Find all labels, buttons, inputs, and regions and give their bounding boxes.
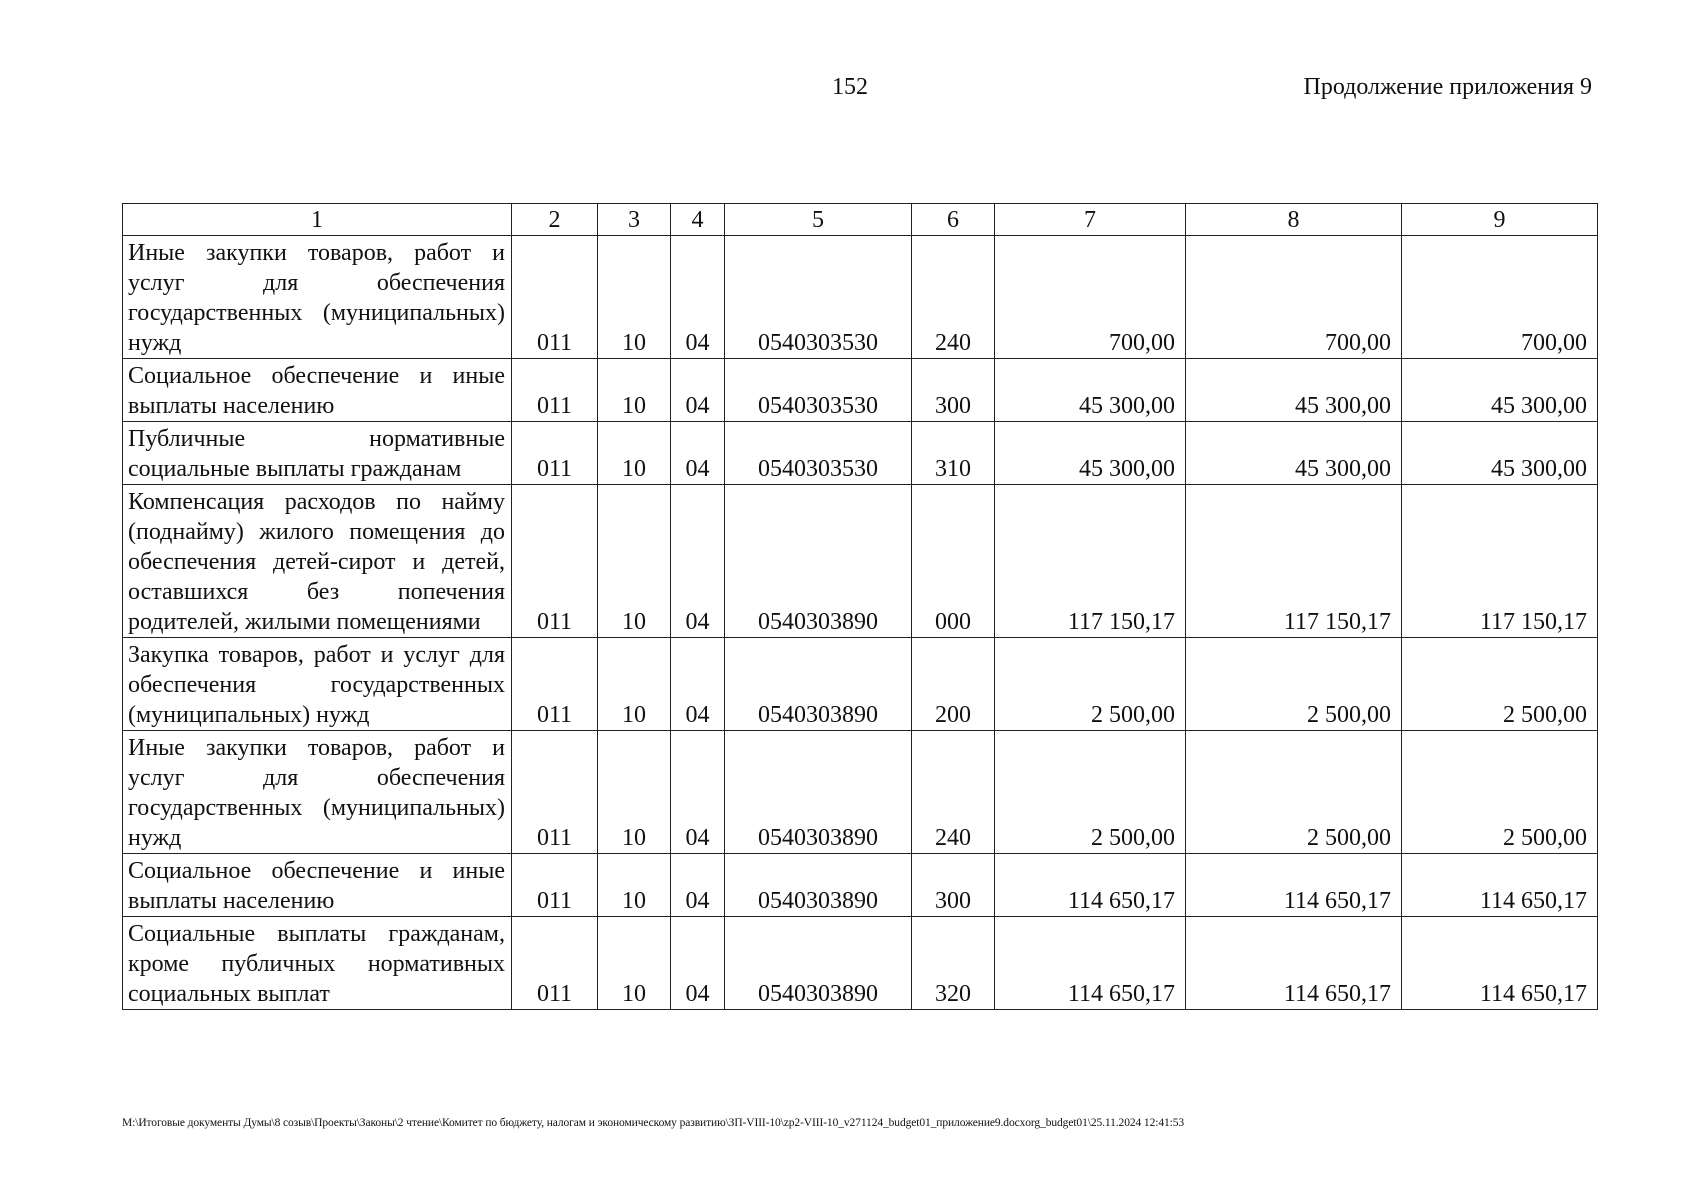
- admin-code: 011: [512, 422, 598, 485]
- amount-col7: 45 300,00: [995, 422, 1186, 485]
- table-row: [123, 731, 1598, 854]
- amount-col9: 2 500,00: [1402, 731, 1598, 854]
- subsection-code: 04: [671, 854, 725, 917]
- admin-code: 011: [512, 854, 598, 917]
- amount-col7: 2 500,00: [995, 731, 1186, 854]
- admin-code: 011: [512, 359, 598, 422]
- table-row: [123, 359, 1598, 422]
- target-article-code: 0540303530: [725, 422, 912, 485]
- admin-code: 011: [512, 485, 598, 638]
- amount-col7: 114 650,17: [995, 854, 1186, 917]
- expense-type-code: 320: [912, 917, 995, 1010]
- appendix-continuation-note: Продолжение приложения 9: [1303, 74, 1592, 100]
- expense-type-code: 300: [912, 854, 995, 917]
- amount-col9: 700,00: [1402, 236, 1598, 359]
- section-code: 10: [598, 359, 671, 422]
- expense-type-code: 240: [912, 731, 995, 854]
- section-code: 10: [598, 485, 671, 638]
- table-row: [123, 917, 1598, 1010]
- section-code: 10: [598, 854, 671, 917]
- section-code: 10: [598, 731, 671, 854]
- admin-code: 011: [512, 731, 598, 854]
- amount-col8: 117 150,17: [1186, 485, 1402, 638]
- section-code: 10: [598, 917, 671, 1010]
- table-row: [123, 236, 1598, 359]
- subsection-code: 04: [671, 422, 725, 485]
- amount-col8: 45 300,00: [1186, 359, 1402, 422]
- table-row: [123, 422, 1598, 485]
- footer-file-path: М:\Итоговые документы Думы\8 созыв\Проекты\Законы\2 чтение\Комитет по бюджету, налогам и экономическому развитию\ЗП-VIII-10\zp2-VIII-10_v271124_budget01_приложение9.docxorg_budget01\25.11.2024 12:41:53: [122, 1117, 1185, 1129]
- amount-col9: 45 300,00: [1402, 359, 1598, 422]
- amount-col8: 2 500,00: [1186, 638, 1402, 731]
- table-row: [123, 485, 1598, 638]
- expense-name: Компенсация расходов по найму (поднайму) жилого помещения до обеспечения детей-сирот и детей, оставшихся без попечения родителей, жилыми помещениями: [123, 485, 512, 638]
- subsection-code: 04: [671, 359, 725, 422]
- amount-col9: 117 150,17: [1402, 485, 1598, 638]
- subsection-code: 04: [671, 236, 725, 359]
- expense-name: Иные закупки товаров, работ и услуг для обеспечения государственных (муниципальных) нужд: [123, 731, 512, 854]
- amount-col9: 45 300,00: [1402, 422, 1598, 485]
- column-header: 7: [995, 204, 1186, 236]
- amount-col7: 114 650,17: [995, 917, 1186, 1010]
- expense-name: Иные закупки товаров, работ и услуг для обеспечения государственных (муниципальных) нужд: [123, 236, 512, 359]
- column-header: 8: [1186, 204, 1402, 236]
- amount-col8: 700,00: [1186, 236, 1402, 359]
- column-header: 9: [1402, 204, 1598, 236]
- page-number: 152: [832, 74, 868, 100]
- expense-type-code: 000: [912, 485, 995, 638]
- amount-col9: 2 500,00: [1402, 638, 1598, 731]
- subsection-code: 04: [671, 638, 725, 731]
- subsection-code: 04: [671, 485, 725, 638]
- budget-table: [122, 203, 1598, 1010]
- amount-col7: 700,00: [995, 236, 1186, 359]
- section-code: 10: [598, 236, 671, 359]
- expense-type-code: 300: [912, 359, 995, 422]
- target-article-code: 0540303530: [725, 236, 912, 359]
- table-row: [123, 854, 1598, 917]
- expense-name: Публичные нормативные социальные выплаты гражданам: [123, 422, 512, 485]
- amount-col8: 2 500,00: [1186, 731, 1402, 854]
- table-row: [123, 638, 1598, 731]
- section-code: 10: [598, 638, 671, 731]
- column-header: 3: [598, 204, 671, 236]
- amount-col8: 114 650,17: [1186, 917, 1402, 1010]
- section-code: 10: [598, 422, 671, 485]
- column-header: 4: [671, 204, 725, 236]
- subsection-code: 04: [671, 731, 725, 854]
- subsection-code: 04: [671, 917, 725, 1010]
- expense-name: Социальные выплаты гражданам, кроме публичных нормативных социальных выплат: [123, 917, 512, 1010]
- expense-type-code: 200: [912, 638, 995, 731]
- target-article-code: 0540303890: [725, 731, 912, 854]
- target-article-code: 0540303890: [725, 638, 912, 731]
- admin-code: 011: [512, 236, 598, 359]
- expense-name: Социальное обеспечение и иные выплаты населению: [123, 854, 512, 917]
- target-article-code: 0540303530: [725, 359, 912, 422]
- amount-col7: 45 300,00: [995, 359, 1186, 422]
- expense-type-code: 240: [912, 236, 995, 359]
- amount-col9: 114 650,17: [1402, 917, 1598, 1010]
- amount-col9: 114 650,17: [1402, 854, 1598, 917]
- column-header: 6: [912, 204, 995, 236]
- amount-col8: 114 650,17: [1186, 854, 1402, 917]
- expense-name: Закупка товаров, работ и услуг для обеспечения государственных (муниципальных) нужд: [123, 638, 512, 731]
- amount-col8: 45 300,00: [1186, 422, 1402, 485]
- target-article-code: 0540303890: [725, 485, 912, 638]
- target-article-code: 0540303890: [725, 854, 912, 917]
- expense-name: Социальное обеспечение и иные выплаты населению: [123, 359, 512, 422]
- amount-col7: 117 150,17: [995, 485, 1186, 638]
- column-header: 5: [725, 204, 912, 236]
- amount-col7: 2 500,00: [995, 638, 1186, 731]
- target-article-code: 0540303890: [725, 917, 912, 1010]
- admin-code: 011: [512, 638, 598, 731]
- table-header-row: [123, 204, 1598, 236]
- admin-code: 011: [512, 917, 598, 1010]
- expense-type-code: 310: [912, 422, 995, 485]
- column-header: 1: [123, 204, 512, 236]
- column-header: 2: [512, 204, 598, 236]
